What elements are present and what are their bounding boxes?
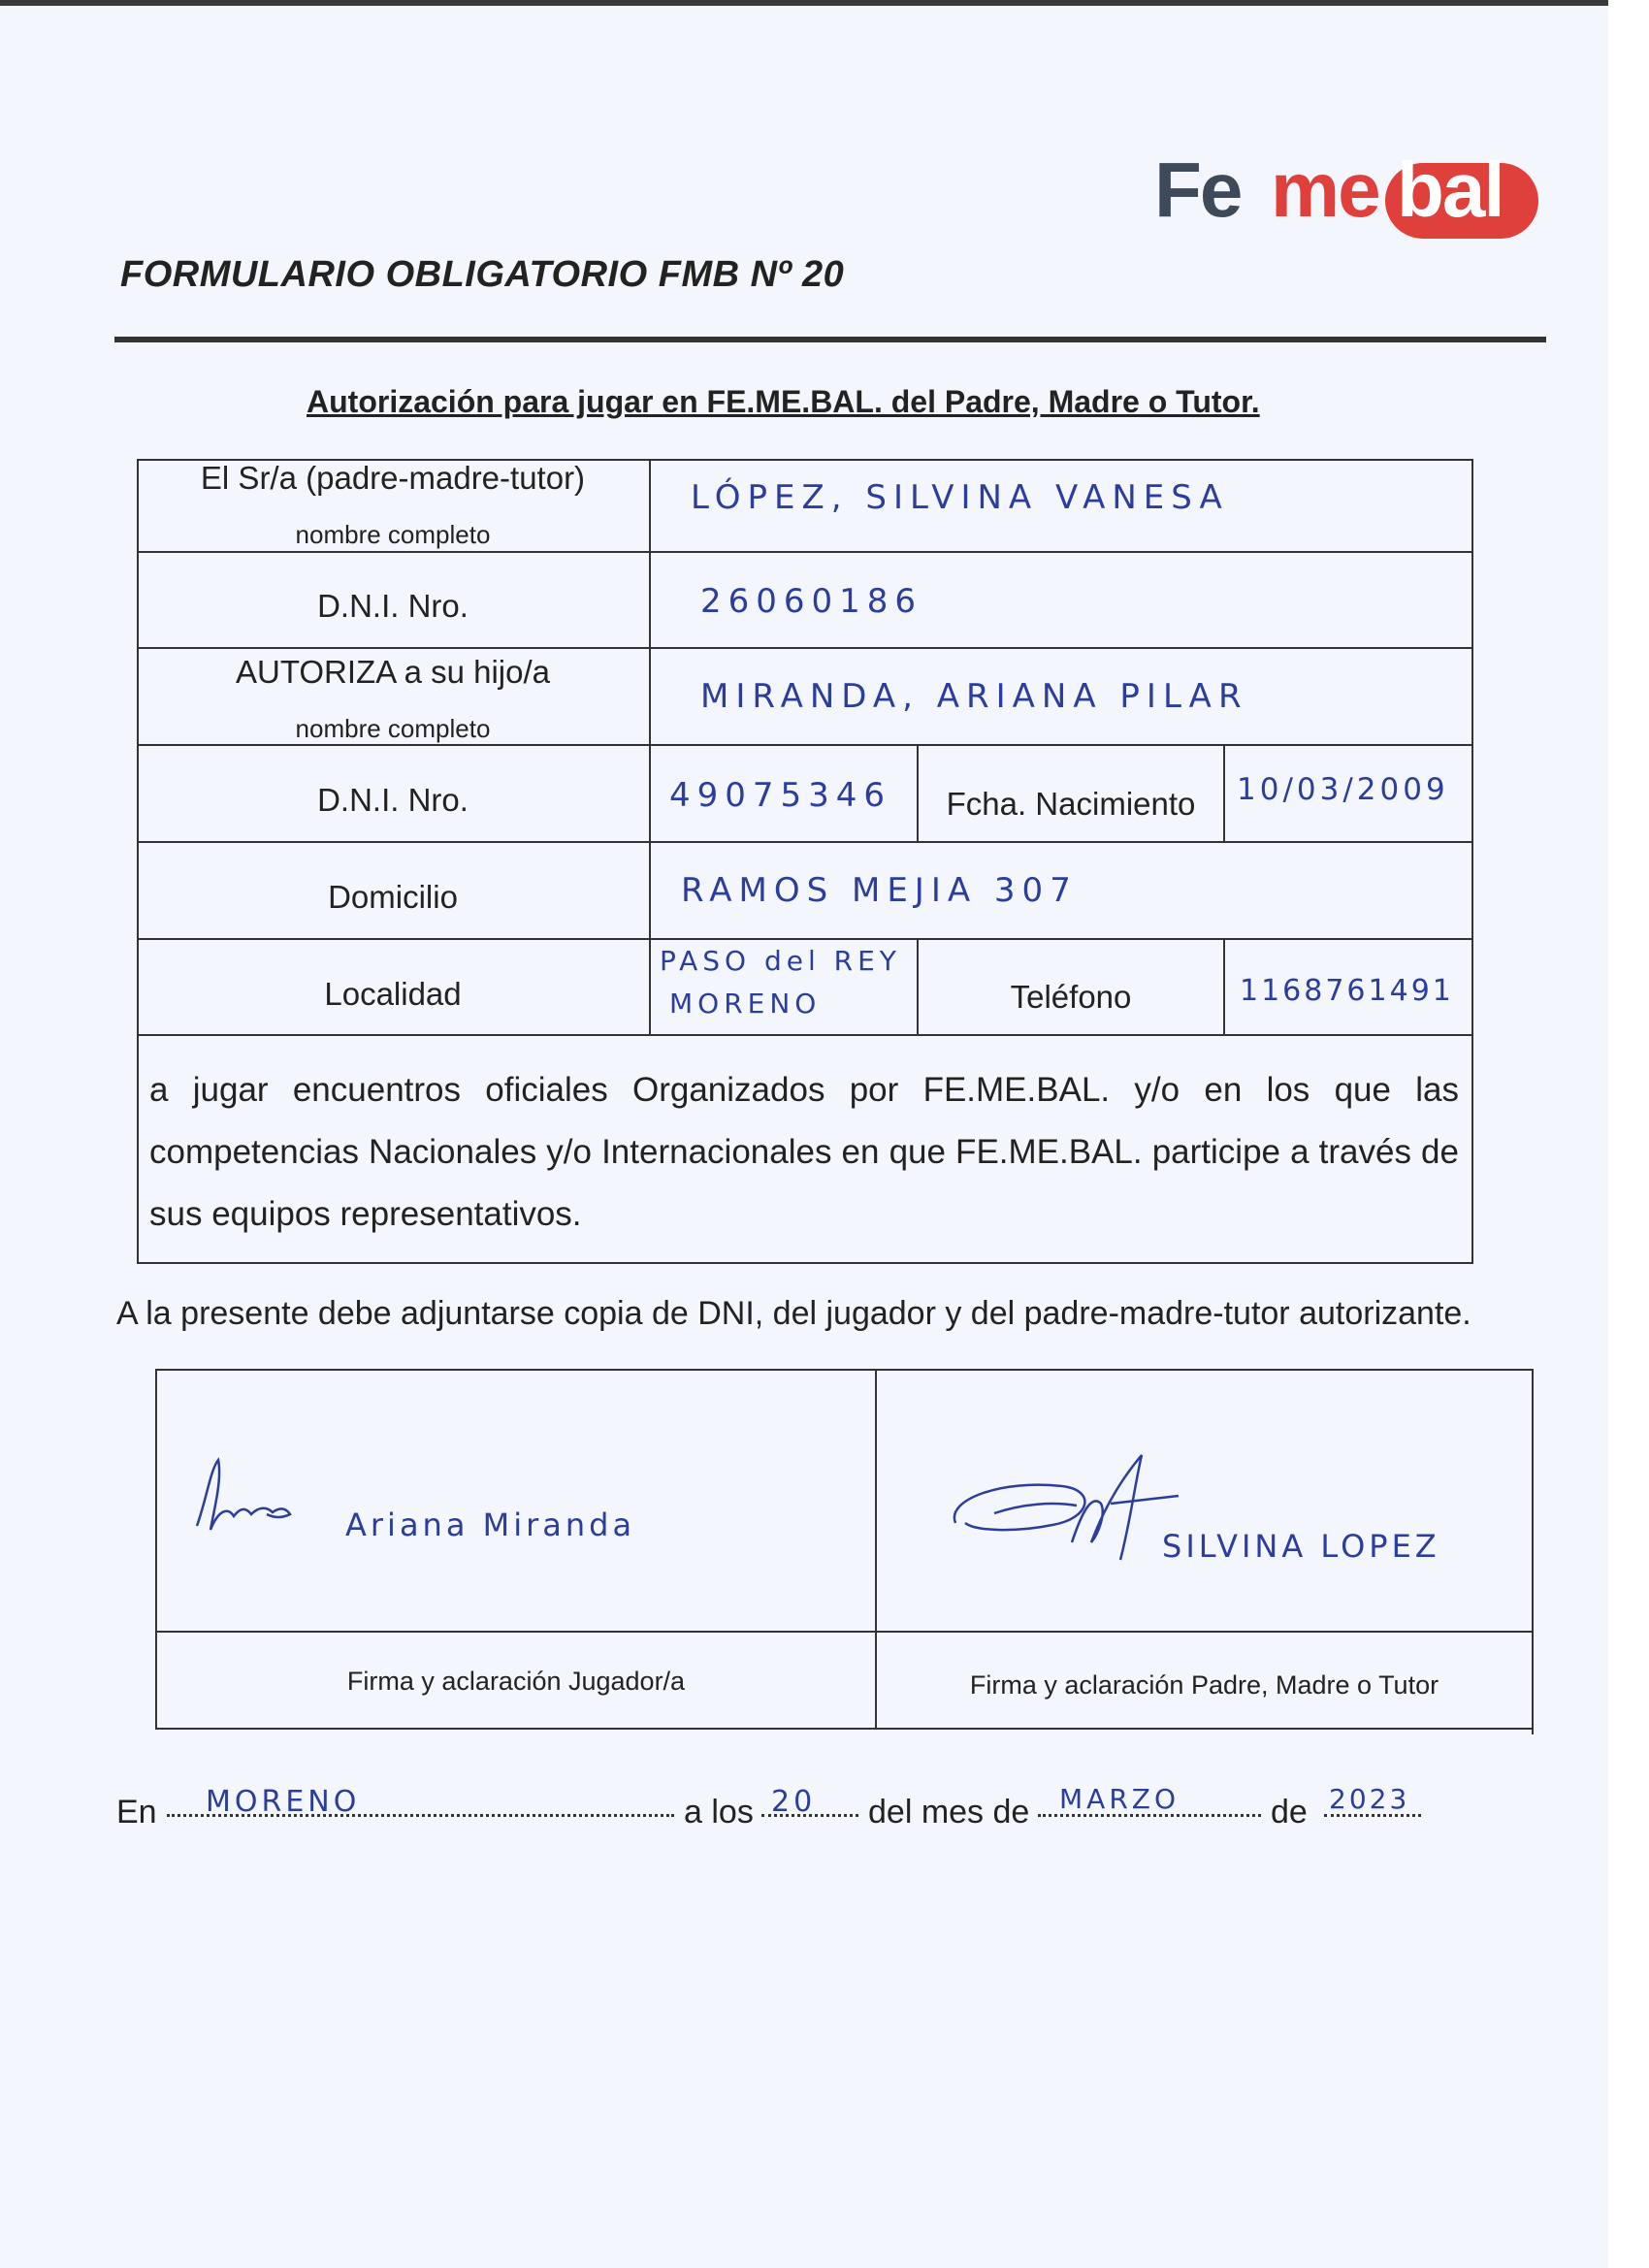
parent-dni-value: 26060186 xyxy=(700,582,923,621)
logo-bal: bal xyxy=(1397,146,1504,233)
parent-printed-name: SILVINA LOPEZ xyxy=(1162,1528,1440,1565)
sig-row-divider xyxy=(155,1631,1534,1633)
phone-value: 1168761491 xyxy=(1240,974,1454,1008)
player-signature-mark xyxy=(189,1450,296,1538)
sig-border-right xyxy=(1532,1369,1534,1734)
footer-month-value: MARZO xyxy=(1059,1783,1180,1815)
child-dni-label: D.N.I. Nro. xyxy=(317,782,469,818)
locality-value-line2: MORENO xyxy=(669,988,822,1020)
page-top-edge xyxy=(0,0,1649,6)
table-border-right xyxy=(1471,459,1473,1264)
address-label: Domicilio xyxy=(328,879,458,915)
column-divider xyxy=(1223,744,1225,843)
birth-date-value: 10/03/2009 xyxy=(1237,772,1449,807)
sig-border-top xyxy=(155,1369,1534,1371)
row-divider xyxy=(137,551,1473,553)
attachment-note: A la presente debe adjuntarse copia de DNI, del jugador y del padre-madre-tutor autorizante. xyxy=(116,1295,1471,1332)
parent-signature-caption: Firma y aclaración Padre, Madre o Tutor xyxy=(969,1670,1439,1700)
child-label: AUTORIZA a su hijo/a xyxy=(235,654,551,690)
locality-value-line1: PASO del REY xyxy=(660,945,901,977)
parent-signature-mark xyxy=(936,1445,1188,1571)
footer-mes-label: del mes de xyxy=(868,1794,1030,1831)
title-rule xyxy=(114,337,1546,342)
form-subtitle: Autorización para jugar en FE.ME.BAL. del Padre, Madre o Tutor. xyxy=(307,384,1260,419)
phone-label: Teléfono xyxy=(1010,979,1132,1015)
child-name-value: MIRANDA, ARIANA PILAR xyxy=(700,677,1248,716)
logo-fe: Fe xyxy=(1154,146,1242,233)
parent-sublabel: nombre completo xyxy=(295,520,491,549)
footer-day-value: 20 xyxy=(771,1785,817,1819)
footer-place-value: MORENO xyxy=(206,1785,361,1819)
footer-a-los-label: a los xyxy=(684,1794,754,1831)
logo-me: me xyxy=(1271,146,1379,233)
parent-label: El Sr/a (padre-madre-tutor) xyxy=(200,460,586,496)
row-divider xyxy=(137,841,1473,843)
player-signature-caption: Firma y aclaración Jugador/a xyxy=(346,1667,686,1696)
parent-dni-label: D.N.I. Nro. xyxy=(317,588,469,624)
column-divider xyxy=(649,459,651,1036)
row-divider xyxy=(137,938,1473,940)
footer-en-label: En xyxy=(116,1794,157,1831)
parent-name-value: LÓPEZ, SILVINA VANESA xyxy=(691,478,1229,517)
child-dni-value: 49075346 xyxy=(669,776,892,815)
page-right-edge xyxy=(1608,0,1649,2268)
player-printed-name: Ariana Miranda xyxy=(345,1507,636,1543)
sig-border-bottom xyxy=(155,1728,1534,1730)
table-border-left xyxy=(137,459,139,1264)
row-divider xyxy=(137,1034,1473,1036)
row-divider xyxy=(137,744,1473,746)
form-title: FORMULARIO OBLIGATORIO FMB Nº 20 xyxy=(120,254,845,295)
birth-date-label: Fcha. Nacimiento xyxy=(946,786,1196,822)
femebal-logo xyxy=(1154,146,1537,252)
child-sublabel: nombre completo xyxy=(295,714,491,743)
row-divider xyxy=(137,647,1473,649)
table-border-bottom xyxy=(137,1262,1473,1264)
footer-year-value: 2023 xyxy=(1329,1783,1410,1815)
locality-label: Localidad xyxy=(324,976,462,1012)
footer-de-label: de xyxy=(1271,1794,1308,1831)
authorization-text: a jugar encuentros oficiales Organizados por FE.ME.BAL. y/o en los que las competencias Nacionales y/o Internacionales en que FE.ME.BAL. participe a través de sus equipos representativos. xyxy=(149,1071,1459,1233)
address-value: RAMOS MEJIA 307 xyxy=(681,871,1078,910)
column-divider xyxy=(1223,938,1225,1036)
